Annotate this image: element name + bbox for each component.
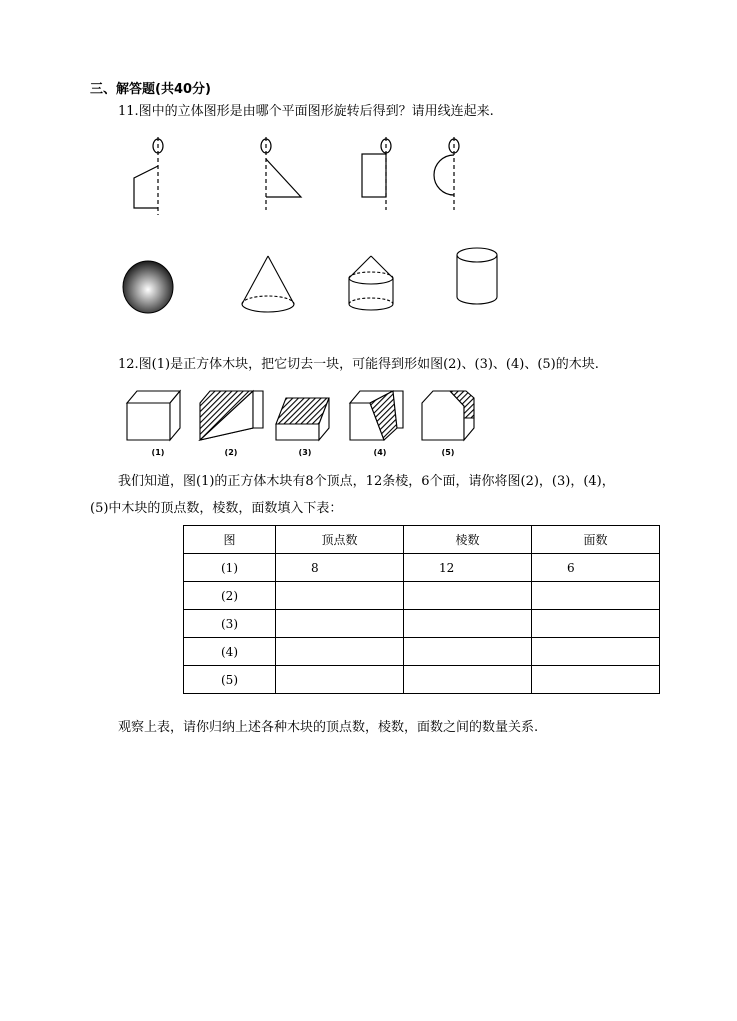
cell-vertices[interactable]	[276, 610, 404, 638]
cell-edges[interactable]	[404, 666, 532, 694]
row-label: (5)	[184, 666, 276, 694]
cell-edges[interactable]	[404, 582, 532, 610]
caption-1: (1)	[151, 448, 165, 457]
cell-faces[interactable]	[532, 610, 660, 638]
row-label: (3)	[184, 610, 276, 638]
table-row	[184, 554, 660, 582]
cell-faces[interactable]: 6	[532, 554, 660, 582]
cell-faces[interactable]	[532, 638, 660, 666]
header-vertices: 顶点数	[276, 526, 404, 554]
row-label: (2)	[184, 582, 276, 610]
cell-edges[interactable]	[404, 610, 532, 638]
cube-figure-1	[127, 391, 180, 440]
closing-text: 观察上表，请你归纳上述各种木块的顶点数，棱数，面数之间的数量关系.	[118, 720, 539, 735]
cell-faces[interactable]	[532, 666, 660, 694]
q12-cube-figures	[0, 0, 737, 470]
header-edges: 棱数	[404, 526, 532, 554]
cell-vertices[interactable]	[276, 638, 404, 666]
cube-figure-2	[200, 391, 263, 440]
cell-vertices[interactable]	[276, 582, 404, 610]
cell-edges[interactable]: 12	[404, 554, 532, 582]
caption-5: (5)	[441, 448, 455, 457]
answer-table	[183, 525, 660, 694]
cube-figure-4	[350, 391, 403, 440]
row-label: (4)	[184, 638, 276, 666]
caption-4: (4)	[373, 448, 387, 457]
table-row	[184, 666, 660, 694]
cell-edges[interactable]	[404, 638, 532, 666]
cube-figure-3	[276, 398, 329, 440]
table-row	[184, 582, 660, 610]
question-11-text: 11.图中的立体图形是由哪个平面图形旋转后得到？请用线连起来.	[118, 104, 494, 119]
cell-vertices[interactable]	[276, 666, 404, 694]
header-figure: 图	[184, 526, 276, 554]
table-header-row	[184, 526, 660, 554]
section-title: 三、解答题(共40分)	[90, 82, 211, 97]
table-row	[184, 638, 660, 666]
cell-faces[interactable]	[532, 582, 660, 610]
cell-vertices[interactable]: 8	[276, 554, 404, 582]
table-row	[184, 610, 660, 638]
paragraph-line-2: (5)中木块的顶点数，棱数，面数填入下表：	[90, 501, 343, 516]
header-faces: 面数	[532, 526, 660, 554]
paragraph-line-1: 我们知道，图(1)的正方体木块有8个顶点，12条棱，6个面，请你将图(2)，(3)，(4)，	[118, 474, 615, 489]
caption-3: (3)	[298, 448, 312, 457]
row-label: (1)	[184, 554, 276, 582]
caption-2: (2)	[224, 448, 238, 457]
cube-figure-5	[422, 391, 474, 440]
question-12-text: 12.图(1)是正方体木块，把它切去一块，可能得到形如图(2)、(3)、(4)、(5)的木块.	[118, 357, 599, 372]
